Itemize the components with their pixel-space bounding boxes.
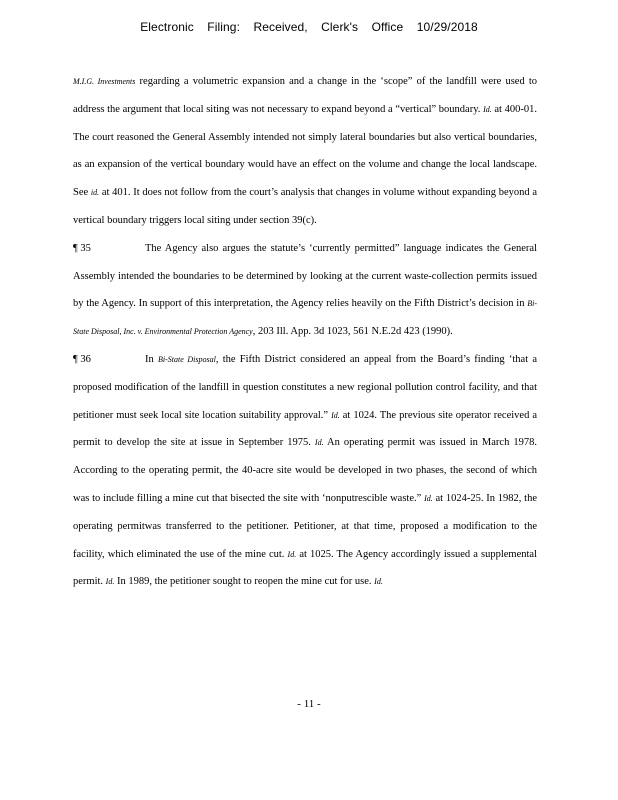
paragraph-text: In	[145, 353, 158, 365]
paragraph-text: In 1989, the petitioner sought to reopen the mine cut for use.	[114, 576, 375, 588]
paragraph-text: , 203 Ill. App. 3d 1023, 561 N.E.2d 423 (1990).	[252, 326, 453, 338]
paragraph-text: at 1025. The Agency accordingly issued a supplemental permit.	[73, 548, 537, 588]
id-citation: Id.	[331, 410, 340, 420]
case-citation: M.I.G. Investments	[73, 77, 136, 86]
paragraph-text: The Agency also argues the statute’s ‘currently permitted” language indicates the General Assembly intended the boundaries to be determined by looking at the current waste-collection permits issued by the Agency. In support of this interpretation, the Agency relies heavily on the Fifth District’s decision in	[73, 242, 537, 310]
id-citation: Id.	[424, 493, 433, 503]
id-citation: id.	[90, 188, 100, 198]
paragraph-text: regarding a volumetric expansion and a change in the ‘scope” of the landfill were used to address the argument that local siting was not necessary to expand beyond a “vertical” boundary.	[73, 76, 538, 115]
paragraph-text: at 1024-25. In 1982, the operating permitwas transferred to the petitioner. Petitioner, at that time, proposed a modification to the facility, which eliminated the use of the mine cut.	[73, 492, 538, 560]
id-citation: Id.	[314, 438, 324, 448]
paragraph-35	[73, 235, 537, 346]
paragraph-number: ¶ 36	[73, 353, 91, 365]
paragraph-text: at 1024. The previous site operator received a permit to develop the site at issue in September 1975.	[73, 409, 537, 449]
case-citation: Bi-State Disposal	[158, 354, 216, 364]
case-citation: Bi-State Disposal, Inc. v. Environmental Protection Agency	[73, 299, 537, 337]
paragraph-text: at 400-01. The court reasoned the General Assembly intended not simply lateral boundaries but also vertical boundaries, as an expansion of the vertical boundary would have an effect on the volume and change the local landscape. See	[73, 103, 537, 199]
document-body	[73, 68, 537, 596]
paragraph-36	[73, 346, 537, 596]
id-citation: Id.	[105, 577, 115, 587]
paragraph-text: at 401. It does not follow from the court’s analysis that changes in volume without expanding beyond a vertical boundary triggers local siting under section 39(c).	[73, 187, 537, 226]
paragraph-34-continuation	[73, 68, 537, 235]
filing-stamp-header: Electronic Filing: Received, Clerk's Office 10/29/2018	[140, 20, 478, 34]
id-citation: Id.	[374, 577, 383, 587]
paragraph-text: , the Fifth District considered an appeal from the Board’s finding ‘that a proposed modification of the landfill in question constitutes a new regional pollution control facility, and that petitioner must seek local site location suitability approval.”	[73, 353, 538, 421]
id-citation: Id.	[287, 549, 297, 559]
paragraph-text: An operating permit was issued in March 1978. According to the operating permit, the 40-acre site would be developed in two phases, the second of which was to include filling a mine cut that bisected the site with ‘nonputrescible waste.”	[73, 437, 537, 504]
id-citation: Id.	[483, 104, 492, 114]
paragraph-number: ¶ 35	[73, 242, 91, 254]
page-number: - 11 -	[297, 698, 321, 710]
